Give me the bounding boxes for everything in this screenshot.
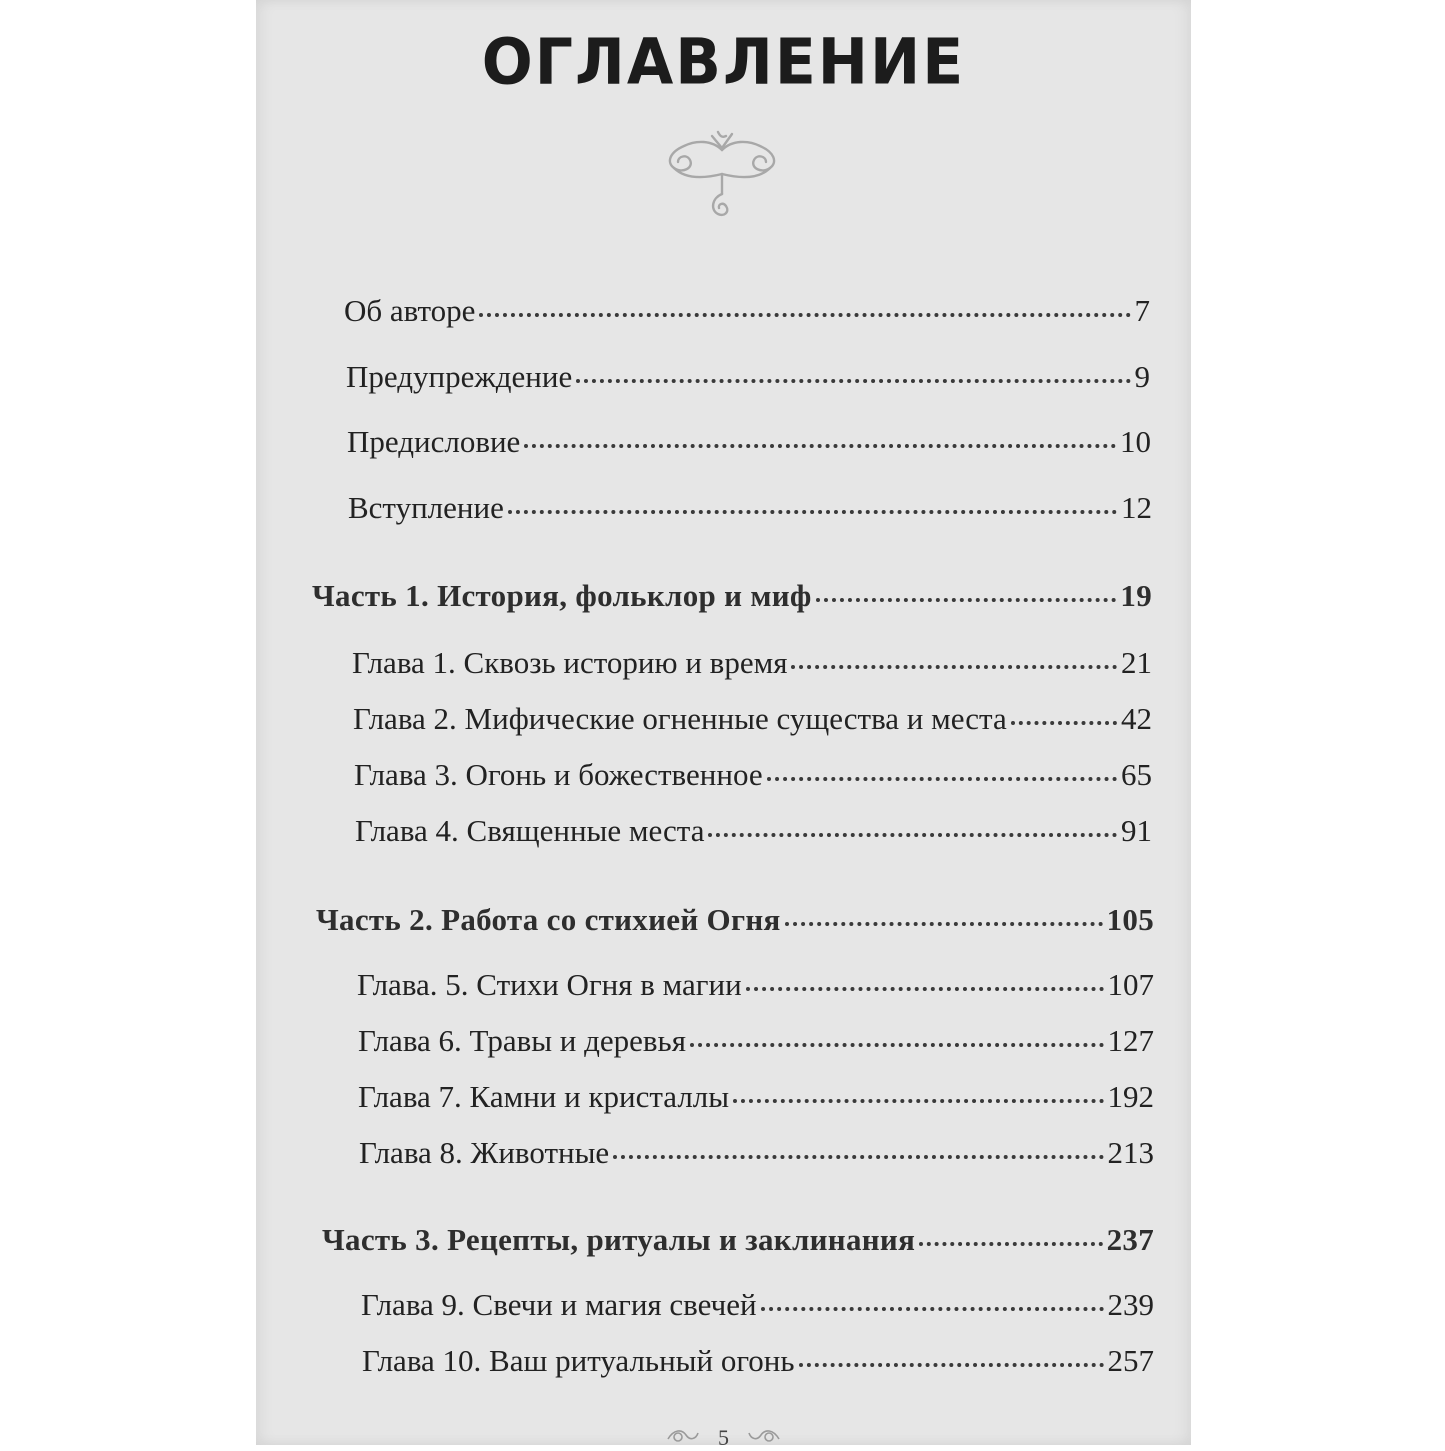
toc-part-2[interactable] (316, 902, 1154, 942)
dot-leader (708, 833, 1117, 837)
dot-leader (479, 313, 1130, 317)
dot-leader (761, 1307, 1104, 1311)
toc-page-number: 105 (1106, 902, 1154, 937)
toc-entry-label: Глава 3. Огонь и божественное (354, 757, 763, 792)
toc-chapter-4[interactable] (355, 813, 1152, 853)
toc-entry-label: Часть 3. Рецепты, ритуалы и заклинания (322, 1222, 916, 1257)
dot-leader (576, 379, 1130, 383)
toc-page-number: 7 (1134, 293, 1150, 328)
dot-leader (690, 1043, 1104, 1047)
flourish-ornament-icon (660, 128, 784, 228)
toc-entry-label: Часть 2. Работа со стихией Огня (316, 902, 781, 937)
toc-page-number: 12 (1121, 490, 1152, 525)
toc-page-number: 21 (1121, 645, 1152, 680)
toc-page-number: 237 (1106, 1222, 1154, 1257)
toc-entry-label: Предупреждение (346, 359, 573, 394)
toc-part-3[interactable] (322, 1222, 1154, 1262)
book-page (256, 0, 1191, 1450)
page-number: 5 (718, 1425, 729, 1450)
toc-entry-label: Глава 7. Камни и кристаллы (358, 1079, 730, 1114)
dot-leader (767, 777, 1117, 781)
toc-page-number: 65 (1121, 757, 1152, 792)
toc-entry-warning[interactable] (346, 359, 1150, 399)
toc-chapter-7[interactable] (358, 1079, 1154, 1119)
dot-leader (799, 1363, 1104, 1367)
footer-ornament-right-icon (747, 1425, 781, 1445)
toc-entry-label: Глава 4. Священные места (355, 813, 705, 848)
toc-page-number: 107 (1107, 967, 1154, 1002)
toc-page-number: 19 (1120, 578, 1152, 613)
toc-entry-label: Глава 9. Свечи и магия свечей (361, 1287, 757, 1322)
toc-entry-label: Вступление (348, 490, 504, 525)
toc-entry-label: Предисловие (347, 424, 521, 459)
toc-page-number: 239 (1107, 1287, 1154, 1322)
toc-entry-label: Глава. 5. Стихи Огня в магии (357, 967, 742, 1002)
toc-chapter-3[interactable] (354, 757, 1152, 797)
toc-page-number: 91 (1121, 813, 1152, 848)
toc-entry-preface[interactable] (347, 424, 1151, 464)
page-title: ОГЛАВЛЕНИЕ (481, 26, 966, 100)
toc-page-number: 192 (1107, 1079, 1154, 1114)
toc-entry-about-author[interactable] (344, 293, 1150, 333)
toc-chapter-9[interactable] (361, 1287, 1154, 1327)
footer-ornament-left-icon (666, 1425, 700, 1445)
toc-entry-introduction[interactable] (348, 490, 1152, 530)
dot-leader (785, 922, 1103, 926)
toc-entry-label: Глава 1. Сквозь историю и время (352, 645, 788, 680)
toc-page-number: 257 (1107, 1343, 1154, 1378)
dot-leader (508, 510, 1117, 514)
dot-leader (746, 987, 1104, 991)
dot-leader (613, 1155, 1103, 1159)
dot-leader (524, 444, 1116, 448)
toc-page-number: 10 (1120, 424, 1151, 459)
toc-page-number: 42 (1121, 701, 1152, 736)
toc-page-number: 9 (1134, 359, 1150, 394)
toc-entry-label: Глава 10. Ваш ритуальный огонь (362, 1343, 795, 1378)
toc-entry-label: Часть 1. История, фольклор и миф (312, 578, 812, 613)
toc-chapter-1[interactable] (352, 645, 1152, 685)
dot-leader (1011, 721, 1117, 725)
toc-chapter-10[interactable] (362, 1343, 1154, 1383)
toc-page-number: 213 (1107, 1135, 1154, 1170)
dot-leader (791, 665, 1117, 669)
dot-leader (733, 1099, 1103, 1103)
toc-entry-label: Глава 8. Животные (359, 1135, 610, 1170)
toc-page-number: 127 (1107, 1023, 1154, 1058)
toc-chapter-6[interactable] (358, 1023, 1154, 1063)
page-footer (256, 1425, 1191, 1450)
toc-chapter-5[interactable] (357, 967, 1154, 1007)
toc-entry-label: Глава 2. Мифические огненные существа и места (353, 701, 1007, 736)
dot-leader (919, 1242, 1102, 1246)
dot-leader (816, 598, 1117, 602)
toc-chapter-2[interactable] (353, 701, 1152, 741)
toc-entry-label: Об авторе (344, 293, 476, 328)
toc-chapter-8[interactable] (359, 1135, 1154, 1175)
toc-part-1[interactable] (312, 578, 1152, 618)
toc-entry-label: Глава 6. Травы и деревья (358, 1023, 686, 1058)
